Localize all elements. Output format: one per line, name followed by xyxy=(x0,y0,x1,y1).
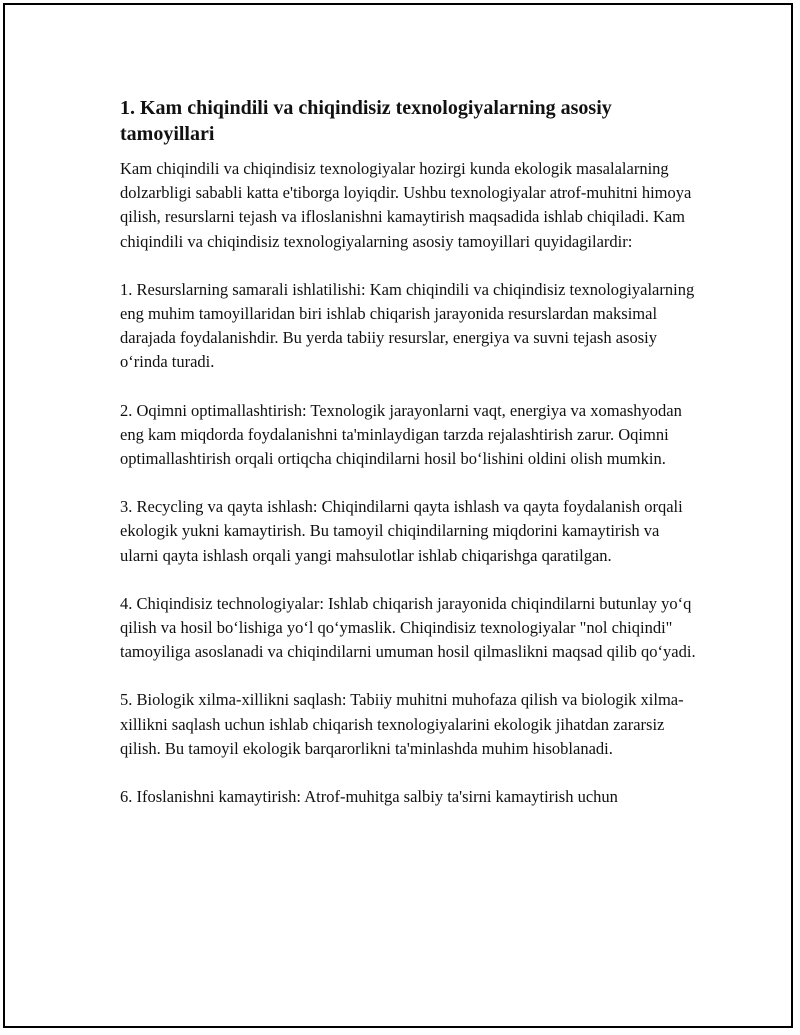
principle-paragraph: 1. Resurslarning samarali ishlatilishi: Kam chiqindili va chiqindisiz texnologiyalarning eng muhim tamoyillaridan biri ishlab chiqarish jarayonida resurslardan maksimal darajada foydalanishdir. Bu yerda tabiiy resurslar, energiya va suvni tejash asosiy o‘rinda turadi. xyxy=(120,279,695,372)
intro-paragraph: Kam chiqindili va chiqindisiz texnologiyalar hozirgi kunda ekologik masalalarning dolzarbligi sababli katta e'tiborga loyiqdir. Ushbu texnologiyalar atrof-muhitni himoya qilish, resurslarni tejash va ifloslanishni kamaytirish maqsadida ishlab chiqiladi. Kam chiqindili va chiqindisiz texnologiyalarning asosiy tamoyillari quyidagilardir: xyxy=(120,159,692,251)
document-page xyxy=(3,3,793,1028)
section-title: 1. Kam chiqindili va chiqindisiz texnologiyalarning asosiy tamoyillari xyxy=(120,97,612,145)
principle-paragraph: 3. Recycling va qayta ishlash: Chiqindilarni qayta ishlash va qayta foydalanish orqali ekologik yukni kamaytirish. Bu tamoyil chiqindilarning miqdorini kamaytirish va ularni qayta ishlash orqali yangi mahsulotlar ishlab chiqarishga qaratilgan. xyxy=(120,497,683,565)
principle-paragraph: 6. Ifoslanishni kamaytirish: Atrof-muhitga salbiy ta'sirni kamaytirish uchun xyxy=(120,787,618,807)
principle-paragraph: 2. Oqimni optimallashtirish: Texnologik jarayonlarni vaqt, energiya va xomashyodan eng kam miqdorda foydalanishni ta'minlaydigan tarzda rejalashtirish zarur. Oqimni optimallashtirish orqali ortiqcha chiqindilarni hosil bo‘lishini oldini olish mumkin. xyxy=(120,400,682,469)
document-body xyxy=(120,95,700,809)
principle-paragraph: 4. Chiqindisiz technologiyalar: Ishlab chiqarish jarayonida chiqindilarni butunlay yo‘q qilish va hosil bo‘lishiga yo‘l qo‘ymaslik. Chiqindisiz texnologiyalar "nol chiqindi" tamoyiliga asoslanadi va chiqindilarni umuman hosil qilmaslikni maqsad qilib qo‘yadi. xyxy=(120,593,696,662)
principle-paragraph: 5. Biologik xilma-xillikni saqlash: Tabiiy muhitni muhofaza qilish va biologik xilma-xillikni saqlash uchun ishlab chiqarish texnologiyalarini ekologik jihatdan zararsiz qilish. Bu tamoyil ekologik barqarorlikni ta'minlashda muhim hisoblanadi. xyxy=(120,690,684,758)
